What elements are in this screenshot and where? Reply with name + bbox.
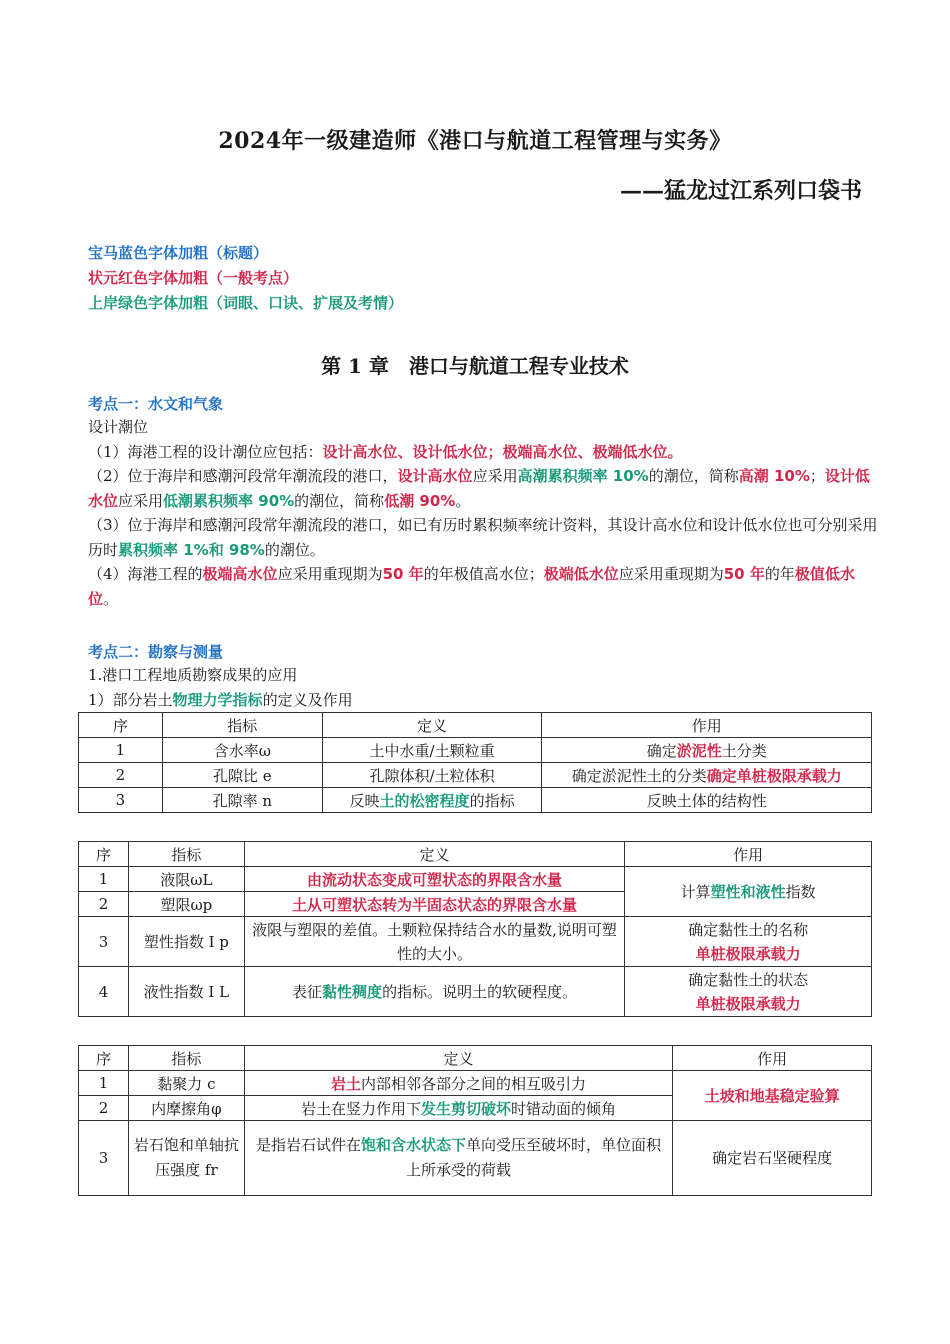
sub-heading-tide: 设计潮位 <box>88 418 149 436</box>
table-physical-indices <box>78 712 872 813</box>
section1-body <box>88 415 878 611</box>
paragraph-2: （2）位于海岸和感潮河段常年潮流段的港口，设计高水位应采用高潮累积频率 10%的潮位，简称高潮 10%；设计低水位应采用低潮累积频率 90%的潮位，简称低潮 90%。 <box>88 467 870 510</box>
table-row: 1 黏聚力 c 岩土内部相邻各部分之间的相互吸引力 土坡和地基稳定验算 <box>79 1071 872 1096</box>
table-header-row: 序 指标 定义 作用 <box>79 713 872 738</box>
table-row: 4 液性指数 I L 表征黏性稠度的指标。说明土的软硬程度。 确定黏性土的状态 单桩极限承载力 <box>79 967 872 1017</box>
section2-sub1: 1.港口工程地质勘察成果的应用 <box>88 666 298 684</box>
table-plasticity-indices <box>78 841 872 1017</box>
section-heading-1: 考点一：水文和气象 <box>88 395 224 413</box>
table-row: 2 塑限ωp 土从可塑状态转为半固态状态的界限含水量 <box>79 892 872 917</box>
document-subtitle: ——猛龙过江系列口袋书 <box>619 178 862 204</box>
chapter-title: 第 1 章 港口与航道工程专业技术 <box>321 354 629 378</box>
paragraph-1: （1）海港工程的设计潮位应包括：设计高水位、设计低水位；极端高水位、极端低水位。 <box>88 442 683 461</box>
legend-blue: 宝马蓝色字体加粗（标题） <box>88 244 269 262</box>
table-row: 2 孔隙比 e 孔隙体积/土粒体积 确定淤泥性土的分类确定单桩极限承载力 <box>79 763 872 788</box>
paragraph-4: （4）海港工程的极端高水位应采用重现期为50 年的年极值高水位；极端低水位应采用重现期为50 年的年极值低水位。 <box>88 565 855 608</box>
table-row: 1 含水率ω 土中水重/土颗粒重 确定淤泥性土分类 <box>79 738 872 763</box>
table-strength-indices <box>78 1045 872 1196</box>
legend-red: 状元红色字体加粗（一般考点） <box>88 269 299 287</box>
table-row: 3 孔隙率 n 反映土的松密程度的指标 反映土体的结构性 <box>79 788 872 813</box>
legend-green: 上岸绿色字体加粗（词眼、口诀、扩展及考情） <box>88 294 404 312</box>
table-header-row: 序 指标 定义 作用 <box>79 842 872 867</box>
table-row: 1 液限ωL 由流动状态变成可塑状态的界限含水量 计算塑性和液性指数 <box>79 867 872 892</box>
section-heading-2: 考点二：勘察与测量 <box>88 643 224 661</box>
document-title: 2024年一级建造师《港口与航道工程管理与实务》 <box>218 128 732 154</box>
table-header-row: 序 指标 定义 作用 <box>79 1046 872 1071</box>
table-row: 3 岩石饱和单轴抗压强度 fr 是指岩石试件在饱和含水状态下单向受压至破坏时，单位面积上所承受的荷载 确定岩石坚硬程度 <box>79 1121 872 1196</box>
table-row: 3 塑性指数 I p 液限与塑限的差值。土颗粒保持结合水的量数,说明可塑性的大小。 确定黏性土的名称 单桩极限承载力 <box>79 917 872 967</box>
paragraph-3: （3）位于海岸和感潮河段常年潮流段的港口，如已有历时累积频率统计资料，其设计高水位和设计低水位也可分别采用历时累积频率 1%和 98%的潮位。 <box>88 516 878 559</box>
table-row: 2 内摩擦角φ 岩土在竖力作用下发生剪切破坏时错动面的倾角 <box>79 1096 872 1121</box>
section2-sub2: 1）部分岩土物理力学指标的定义及作用 <box>88 691 353 709</box>
